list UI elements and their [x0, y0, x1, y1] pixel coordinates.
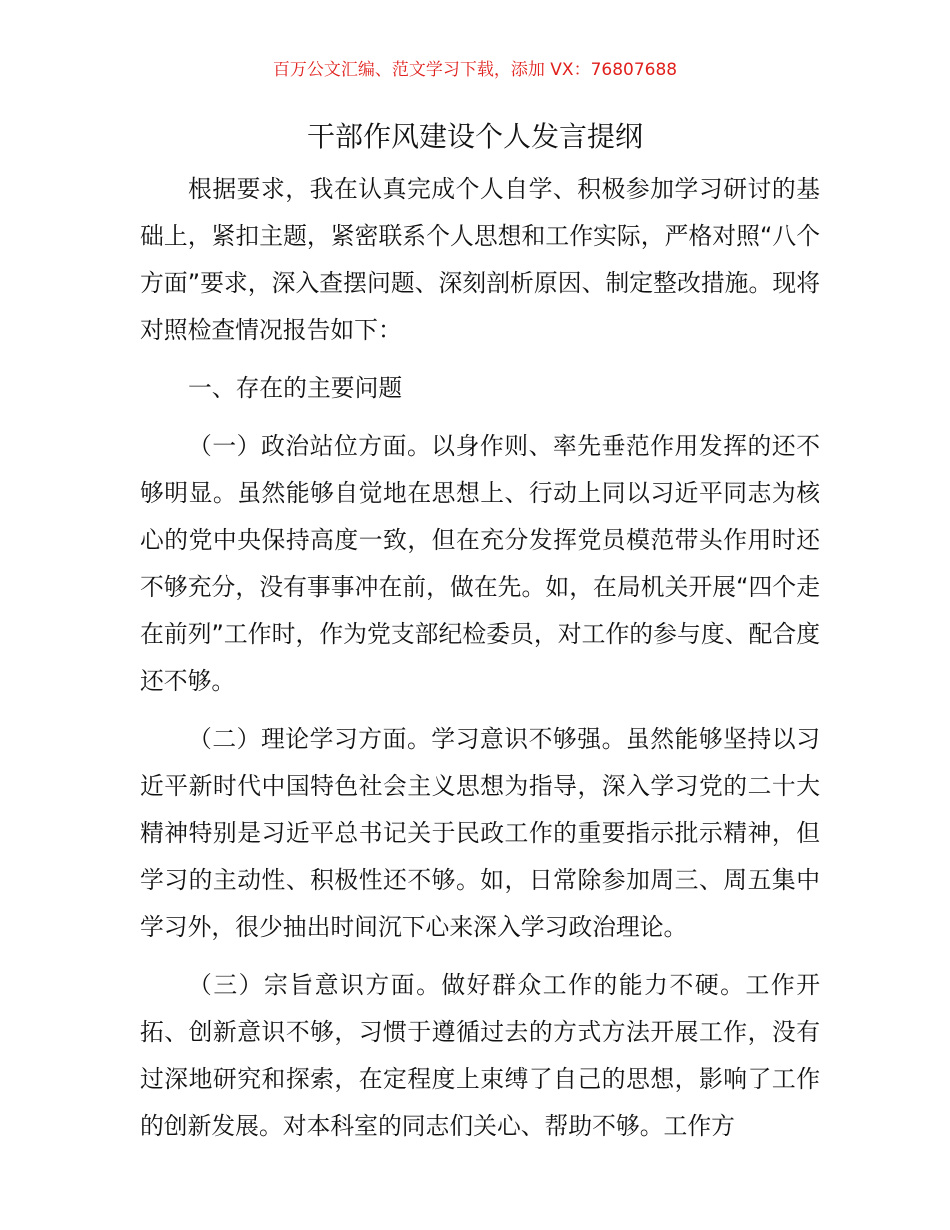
- intro-paragraph: 根据要求，我在认真完成个人自学、积极参加学习研讨的基础上，紧扣主题，紧密联系个人思想和工作实际，严格对照“八个方面”要求，深入查摆问题、深刻剖析原因、制定整改措施。现将对照检查情况报告如下：: [140, 175, 820, 344]
- document-body: [140, 166, 820, 1161]
- paragraph-theory-study: （二）理论学习方面。学习意识不够强。虽然能够坚持以习近平新时代中国特色社会主义思想为指导，深入学习党的二十大精神特别是习近平总书记关于民政工作的重要指示批示精神，但学习的主动性、积极性还不够。如，日常除参加周三、周五集中学习外，很少抽出时间沉下心来深入学习政治理论。: [140, 725, 820, 941]
- header-watermark: 百万公文汇编、范文学习下载，添加 VX：76807688: [272, 60, 678, 80]
- paragraph-purpose-awareness: （三）宗旨意识方面。做好群众工作的能力不硬。工作开拓、创新意识不够，习惯于遵循过去的方式方法开展工作，没有过深地研究和探索，在定程度上束缚了自己的思想，影响了工作的创新发展。对本科室的同志们关心、帮助不够。工作方: [140, 971, 820, 1140]
- section-heading: 一、存在的主要问题: [188, 374, 403, 402]
- paragraph-political-stance: （一）政治站位方面。以身作则、率先垂范作用发挥的还不够明显。虽然能够自觉地在思想上、行动上同以习近平同志为核心的党中央保持高度一致，但在充分发挥党员模范带头作用时还不够充分，没有事事冲在前，做在先。如，在局机关开展“四个走在前列”工作时，作为党支部纪检委员，对工作的参与度、配合度还不够。: [140, 432, 820, 695]
- page-title: 干部作风建设个人发言提纲: [306, 120, 643, 153]
